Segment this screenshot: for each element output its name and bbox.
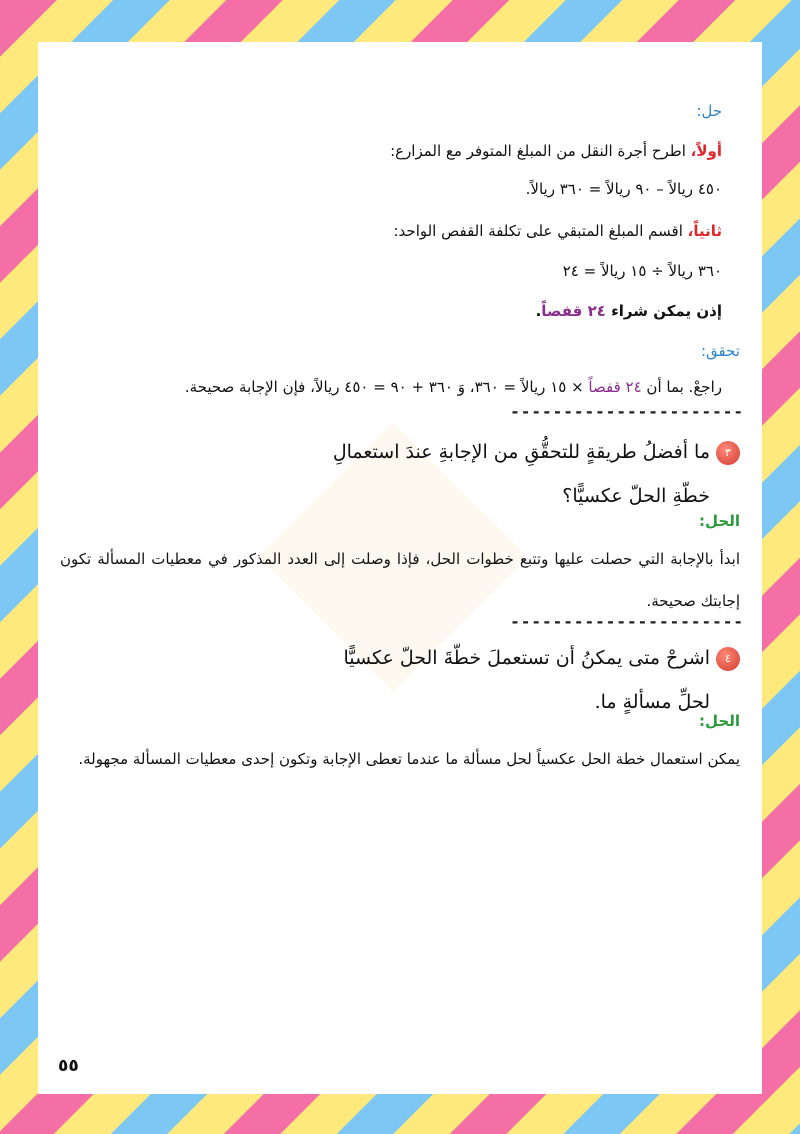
check-text-before: راجعْ. بما أن: [641, 378, 722, 396]
equation-2: ٣٦٠ ريالاً ÷ ١٥ ريالاً = ٢٤: [562, 262, 722, 280]
question-3-text-1: ما أفضلُ طريقةٍ للتحقُّقِ من الإجابةِ عندَ استعمالِ: [332, 441, 710, 463]
solution-conclusion: [60, 302, 722, 320]
page-number: ٥٥: [58, 1056, 79, 1076]
question-4-line-2: لحلِّ مسألةٍ ما.: [594, 691, 710, 713]
question-4: [320, 636, 740, 724]
question-4-answer-label: الحل:: [699, 712, 740, 730]
step-2-text: اقسم المبلغ المتبقي على تكلفة القفص الواحد:: [393, 222, 688, 240]
question-3-answer-label: الحل:: [699, 512, 740, 530]
conclusion-suffix: .: [535, 302, 542, 320]
separator-1: ----------------------: [510, 402, 744, 421]
check-label: تحقق:: [700, 342, 740, 360]
check-text: [60, 378, 722, 396]
solution-step-1: [60, 142, 722, 160]
equation-1: ٤٥٠ ريالاً – ٩٠ ريالاً = ٣٦٠ ريالاً.: [525, 180, 722, 198]
step-2-prefix: ثانياً،: [687, 222, 722, 240]
solution-step-2: [60, 222, 722, 240]
conclusion-highlight: ٢٤ قفصاً: [541, 302, 606, 320]
question-3-line-1: [320, 430, 740, 474]
solution-label: حل:: [696, 102, 722, 120]
question-4-text-1: اشرحْ متى يمكنُ أن تستعملَ خطّةَ الحلّ عكسيًّا: [343, 647, 710, 669]
question-4-badge: ٤: [716, 647, 740, 671]
question-3-badge: ٣: [716, 441, 740, 465]
check-highlight: ٢٤ قفصاً: [588, 378, 642, 396]
step-1-text: اطرح أجرة النقل من المبلغ المتوفر مع المزارع:: [390, 142, 691, 160]
step-1-prefix: أولاً،: [690, 142, 722, 160]
question-4-line-1: [320, 636, 740, 680]
question-4-answer: يمكن استعمال خطة الحل عكسياً لحل مسألة ما عندما تعطى الإجابة وتكون إحدى معطيات المسألة مجهولة.: [78, 750, 740, 768]
question-3-line-2: خطّةِ الحلّ عكسيًّا؟: [562, 485, 710, 507]
question-3: [320, 430, 740, 518]
question-3-answer: ابدأ بالإجابة التي حصلت عليها وتتبع خطوات الحل، فإذا وصلت إلى العدد المذكور في معطيات المسألة تكون إجابتك صحيحة.: [60, 550, 740, 610]
page: [38, 42, 762, 1094]
separator-2: ----------------------: [510, 612, 744, 631]
check-text-after: × ١٥ ريالاً = ٣٦٠، وَ ٣٦٠ + ٩٠ = ٤٥٠ ريالاً، فإن الإجابة صحيحة.: [184, 378, 589, 396]
conclusion-prefix: إذن يمكن شراء: [605, 302, 722, 320]
